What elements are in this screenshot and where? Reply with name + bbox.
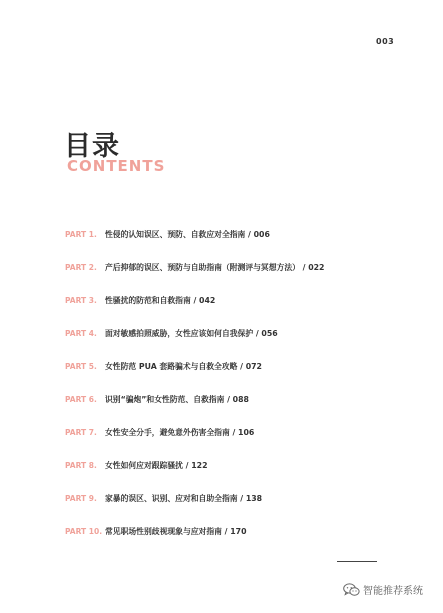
entry-title: 女性如何应对跟踪骚扰 / 122 — [105, 461, 208, 470]
wechat-icon — [343, 583, 360, 597]
watermark-text: 智能推荐系统 — [363, 586, 423, 597]
toc-entry[interactable] — [65, 515, 425, 548]
part-label: PART 9. — [65, 494, 97, 503]
page-number: 003 — [376, 37, 395, 46]
toc-entry[interactable] — [65, 482, 425, 515]
page-subtitle: CONTENTS — [67, 157, 166, 175]
watermark — [343, 582, 423, 597]
toc-entry[interactable] — [65, 350, 425, 383]
part-label: PART 8. — [65, 461, 97, 470]
entry-title: 性侵的认知误区、预防、自救应对全指南 / 006 — [105, 230, 270, 239]
entry-title: 性骚扰的防范和自救指南 / 042 — [105, 296, 216, 305]
part-label: PART 1. — [65, 230, 97, 239]
part-label: PART 5. — [65, 362, 97, 371]
entry-title: 产后抑郁的误区、预防与自助指南（附测评与冥想方法） / 022 — [105, 263, 325, 272]
entry-title: 常见职场性别歧视现象与应对指南 / 170 — [105, 527, 247, 536]
part-label: PART 7. — [65, 428, 97, 437]
toc-entry[interactable] — [65, 317, 425, 350]
part-label: PART 6. — [65, 395, 97, 404]
table-of-contents — [65, 218, 425, 548]
page-title: 目录 — [64, 131, 120, 162]
toc-entry[interactable] — [65, 416, 425, 449]
part-label: PART 4. — [65, 329, 97, 338]
toc-entry[interactable] — [65, 218, 425, 251]
entry-title: 女性防范 PUA 套路骗术与自救全攻略 / 072 — [105, 362, 262, 371]
entry-title: 面对敏感拍照威胁，女性应该如何自我保护 / 056 — [105, 329, 278, 338]
toc-entry[interactable] — [65, 251, 425, 284]
part-label: PART 2. — [65, 263, 97, 272]
entry-title: 女性安全分手，避免意外伤害全指南 / 106 — [105, 428, 255, 437]
part-label: PART 3. — [65, 296, 97, 305]
divider — [337, 561, 377, 562]
entry-title: 识别“骗炮”和女性防范、自救指南 / 088 — [105, 395, 249, 404]
toc-entry[interactable] — [65, 383, 425, 416]
toc-entry[interactable] — [65, 284, 425, 317]
toc-entry[interactable] — [65, 449, 425, 482]
part-label: PART 10. — [65, 527, 103, 536]
entry-title: 家暴的误区、识别、应对和自助全指南 / 138 — [105, 494, 263, 503]
